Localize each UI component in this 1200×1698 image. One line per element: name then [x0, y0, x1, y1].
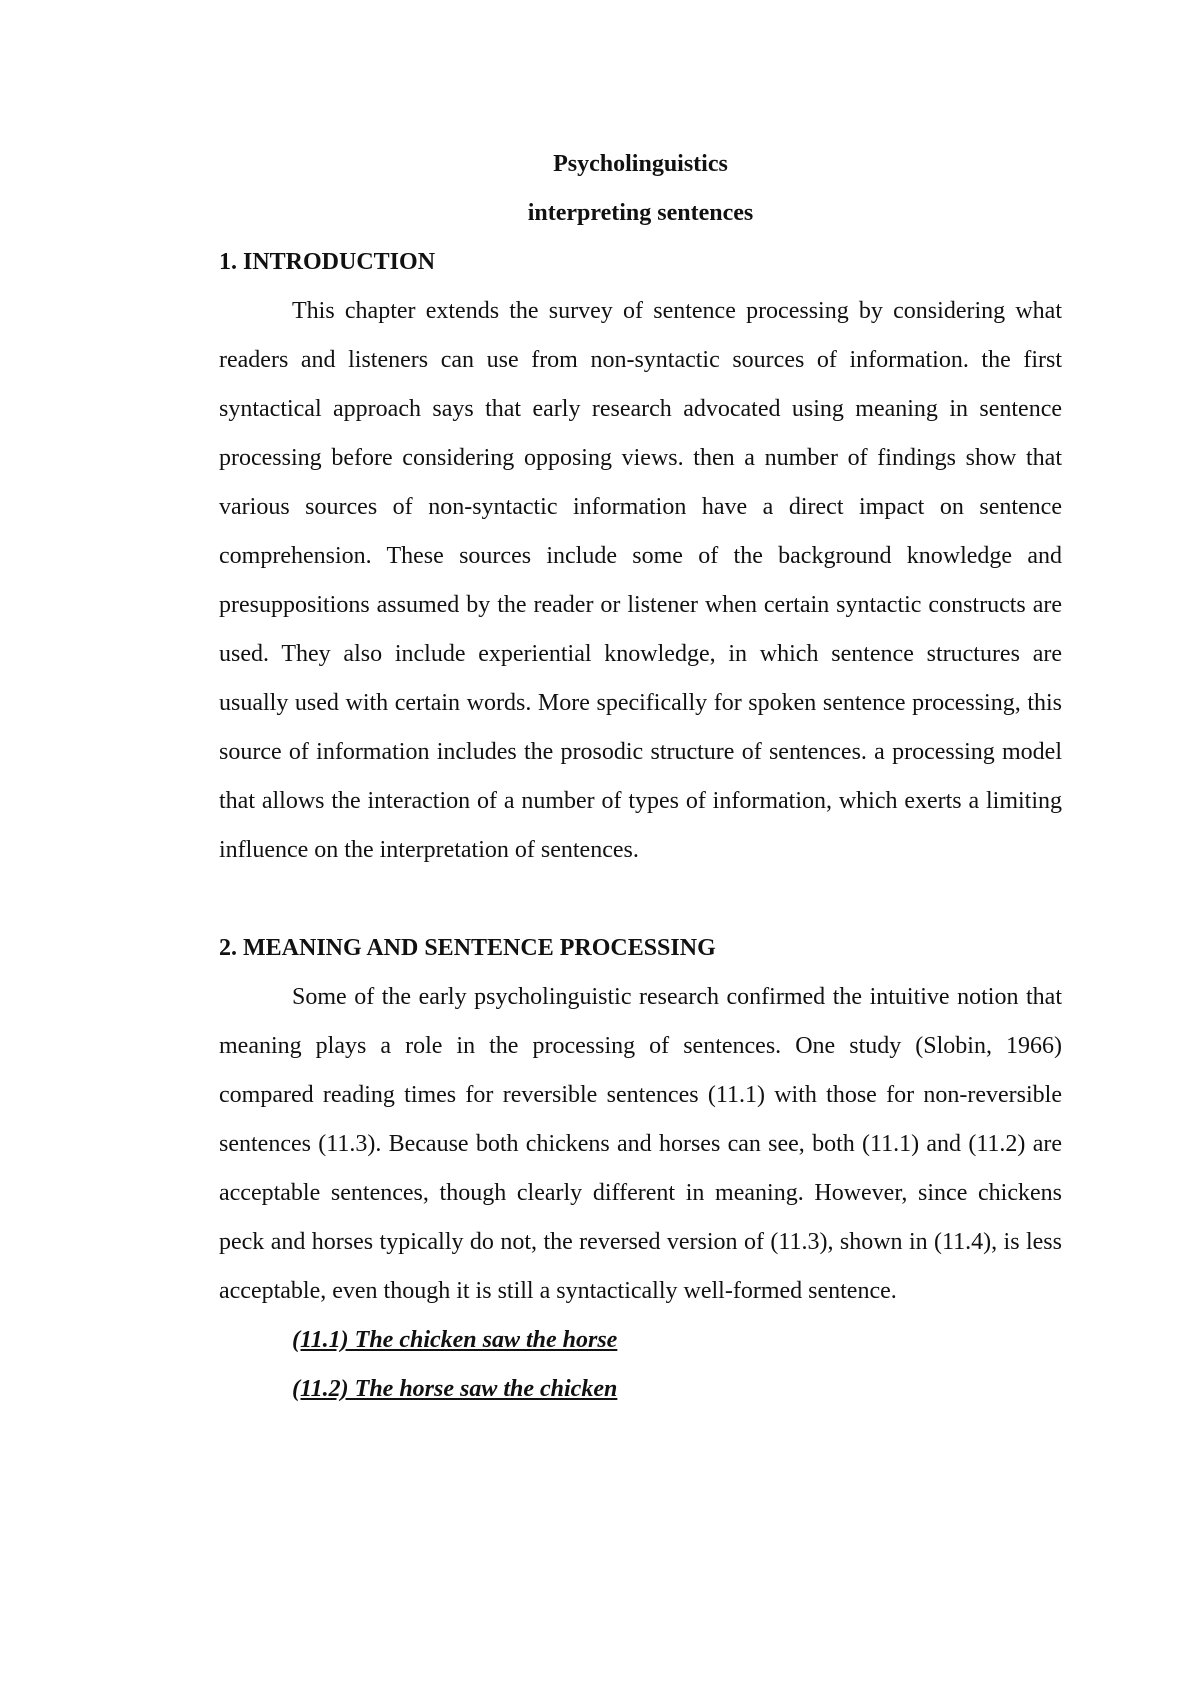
document-title: Psycholinguistics: [553, 151, 728, 177]
example-sentence-11-1: (11.1) The chicken saw the horse: [292, 1327, 618, 1353]
document-page: [219, 140, 1062, 1414]
section-body-introduction: This chapter extends the survey of sentence processing by considering what readers and listeners can use from non-syntactic sources of information. the first syntactical approach says that early research advocated using meaning in sentence processing before considering opposing views. then a number of findings show that various sources of non-syntactic information have a direct impact on sentence comprehension. These sources include some of the background knowledge and presuppositions assumed by the reader or listener when certain syntactic constructs are used. They also include experiential knowledge, in which sentence structures are usually used with certain words. More specifically for spoken sentence processing, this source of information includes the prosodic structure of sentences. a processing model that allows the interaction of a number of types of information, which exerts a limiting influence on the interpretation of sentences.: [219, 298, 1062, 863]
section-heading-meaning: 2. MEANING AND SENTENCE PROCESSING: [219, 935, 716, 961]
example-sentence-11-2: (11.2) The horse saw the chicken: [292, 1376, 618, 1402]
section-spacer: [219, 875, 1062, 924]
section-body-meaning: Some of the early psycholinguistic research confirmed the intuitive notion that meaning plays a role in the processing of sentences. One study (Slobin, 1966) compared reading times for reversible sentences (11.1) with those for non-reversible sentences (11.3). Because both chickens and horses can see, both (11.1) and (11.2) are acceptable sentences, though clearly different in meaning. However, since chickens peck and horses typically do not, the reversed version of (11.3), shown in (11.4), is less acceptable, even though it is still a syntactically well-formed sentence.: [219, 984, 1062, 1304]
section-heading-introduction: 1. INTRODUCTION: [219, 249, 436, 275]
document-subtitle: interpreting sentences: [527, 200, 754, 226]
